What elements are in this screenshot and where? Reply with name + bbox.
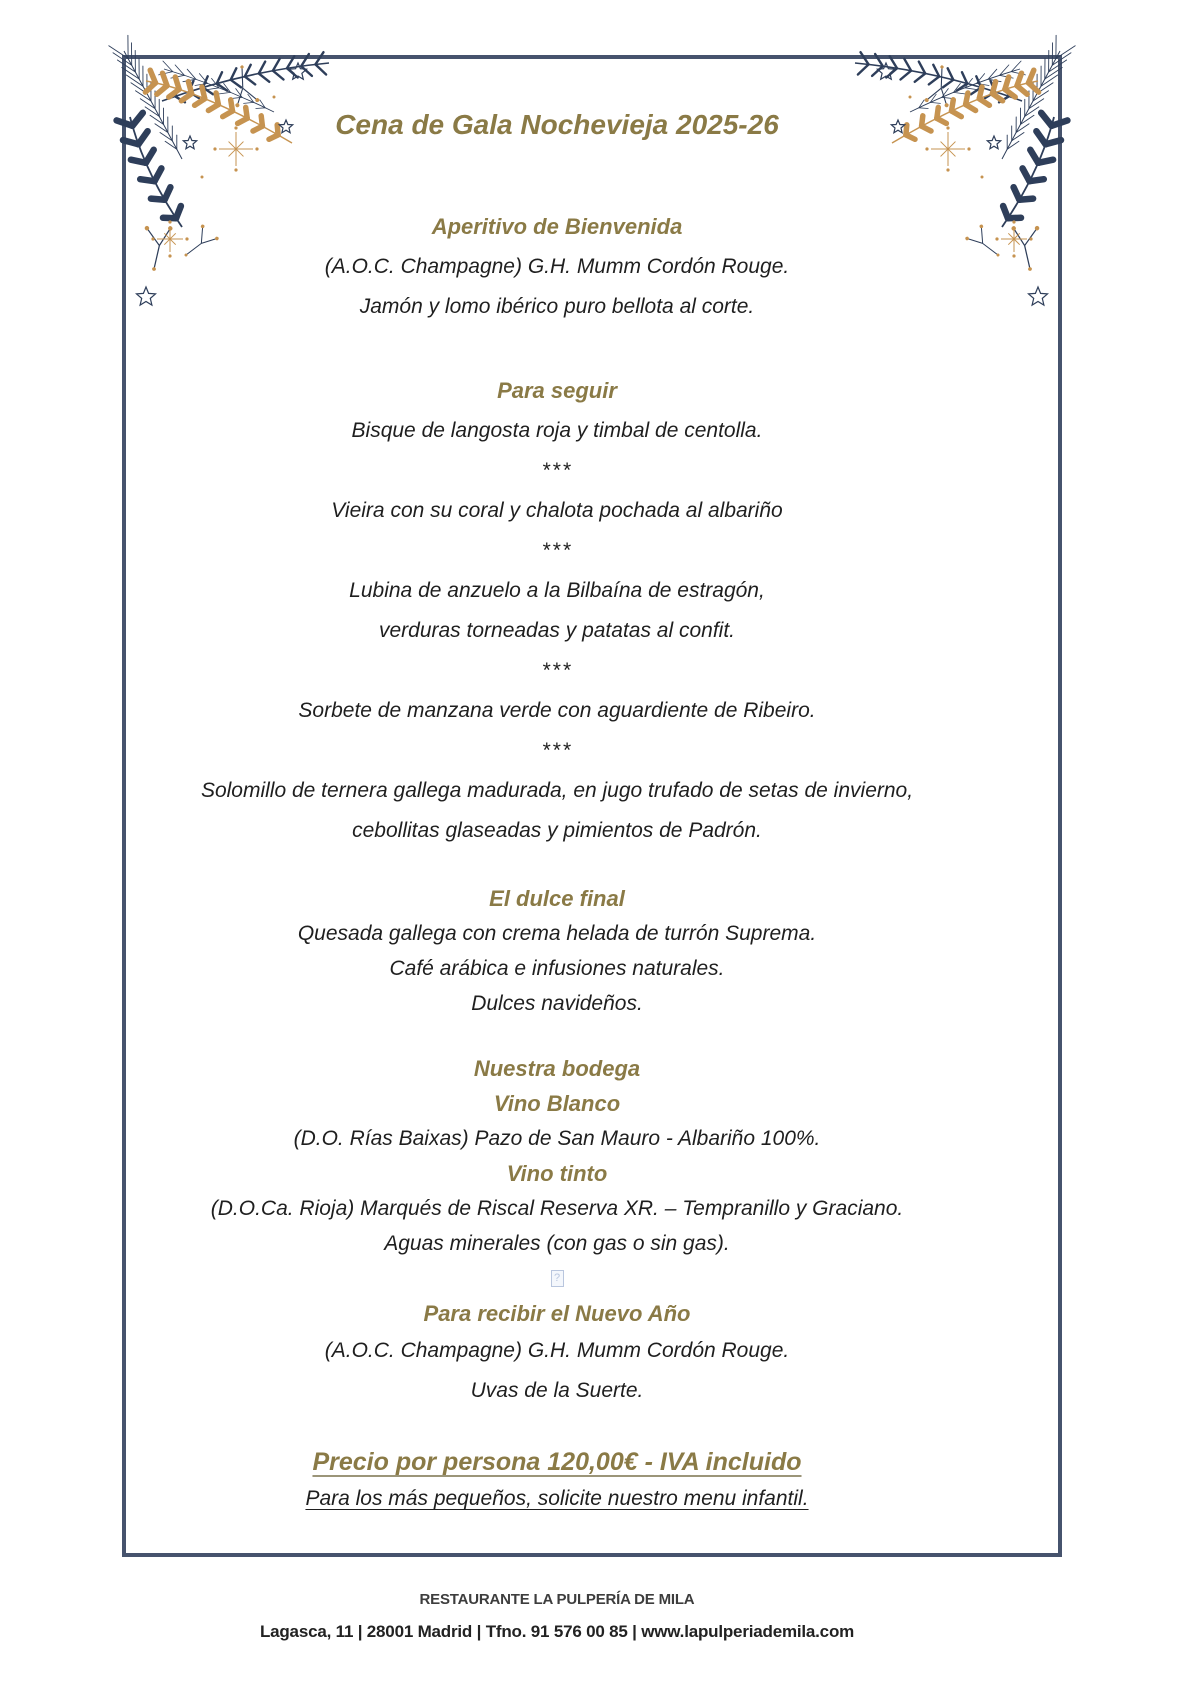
menu-item: Bisque de langosta roja y timbal de centolla. [351, 419, 763, 442]
menu-blocks [126, 207, 988, 1515]
course-separator: *** [541, 459, 573, 482]
menu-item: Dulces navideños. [471, 992, 643, 1015]
menu-item: (D.O.Ca. Rioja) Marqués de Riscal Reserva XR. – Tempranillo y Graciano. [210, 1197, 904, 1220]
menu-item: (A.O.C. Champagne) G.H. Mumm Cordón Rouge. [324, 255, 790, 278]
decorative-frame [122, 55, 1062, 1557]
missing-glyph-box: ? [551, 1270, 564, 1287]
course-separator: *** [541, 659, 573, 682]
menu-item: Café arábica e infusiones naturales. [389, 957, 725, 980]
menu-item: Vieira con su coral y chalota pochada al albariño [331, 499, 783, 522]
page-title: Cena de Gala Nochevieja 2025-26 [335, 109, 779, 140]
spacer [126, 1411, 988, 1441]
menu-item: Sorbete de manzana verde con aguardiente de Ribeiro. [298, 699, 816, 722]
spacer [126, 851, 988, 881]
course-separator: *** [541, 539, 573, 562]
menu-subsection-heading: El dulce final [489, 886, 625, 911]
footer [126, 1588, 988, 1644]
menu-subsection-heading: Vino Blanco [493, 1091, 621, 1116]
menu-subsection-heading: Vino tinto [506, 1161, 608, 1186]
course-separator: *** [541, 739, 573, 762]
menu-item: Uvas de la Suerte. [470, 1379, 644, 1402]
menu-subsection-heading: Para recibir el Nuevo Año [423, 1301, 691, 1326]
menu-item: Quesada gallega con crema helada de turrón Suprema. [297, 922, 817, 945]
spacer [126, 1021, 988, 1051]
menu-section-heading: Aperitivo de Bienvenida [431, 214, 683, 239]
restaurant-contact: Lagasca, 11 | 28001 Madrid | Tfno. 91 576 00 85 | www.lapulperiademila.com [259, 1622, 855, 1641]
price-line: Precio por persona 120,00€ - IVA incluido [312, 1448, 802, 1476]
menu-item: Aguas minerales (con gas o sin gas). [384, 1232, 730, 1255]
menu-item: Solomillo de ternera gallega madurada, en jugo trufado de setas de invierno, [200, 779, 914, 802]
spacer [126, 327, 988, 371]
menu-item: cebollitas glaseadas y pimientos de Padrón. [352, 819, 762, 842]
menu-item: verduras torneadas y patatas al confit. [378, 619, 736, 642]
menu-section-heading: Para seguir [497, 378, 617, 403]
missing-glyph [126, 1261, 988, 1296]
menu-item: (A.O.C. Champagne) G.H. Mumm Cordón Rouge. [324, 1339, 790, 1362]
menu-subsection-heading: Nuestra bodega [473, 1056, 641, 1081]
menu-content [126, 59, 1058, 1515]
menu-item: Jamón y lomo ibérico puro bellota al corte. [359, 295, 755, 318]
kids-menu-note: Para los más pequeños, solicite nuestro menu infantil. [305, 1487, 809, 1510]
restaurant-name: RESTAURANTE LA PULPERÍA DE MILA [419, 1591, 695, 1608]
menu-item: Lubina de anzuelo a la Bilbaína de estragón, [349, 579, 765, 602]
menu-item: (D.O. Rías Baixas) Pazo de San Mauro - Albariño 100%. [293, 1127, 821, 1150]
